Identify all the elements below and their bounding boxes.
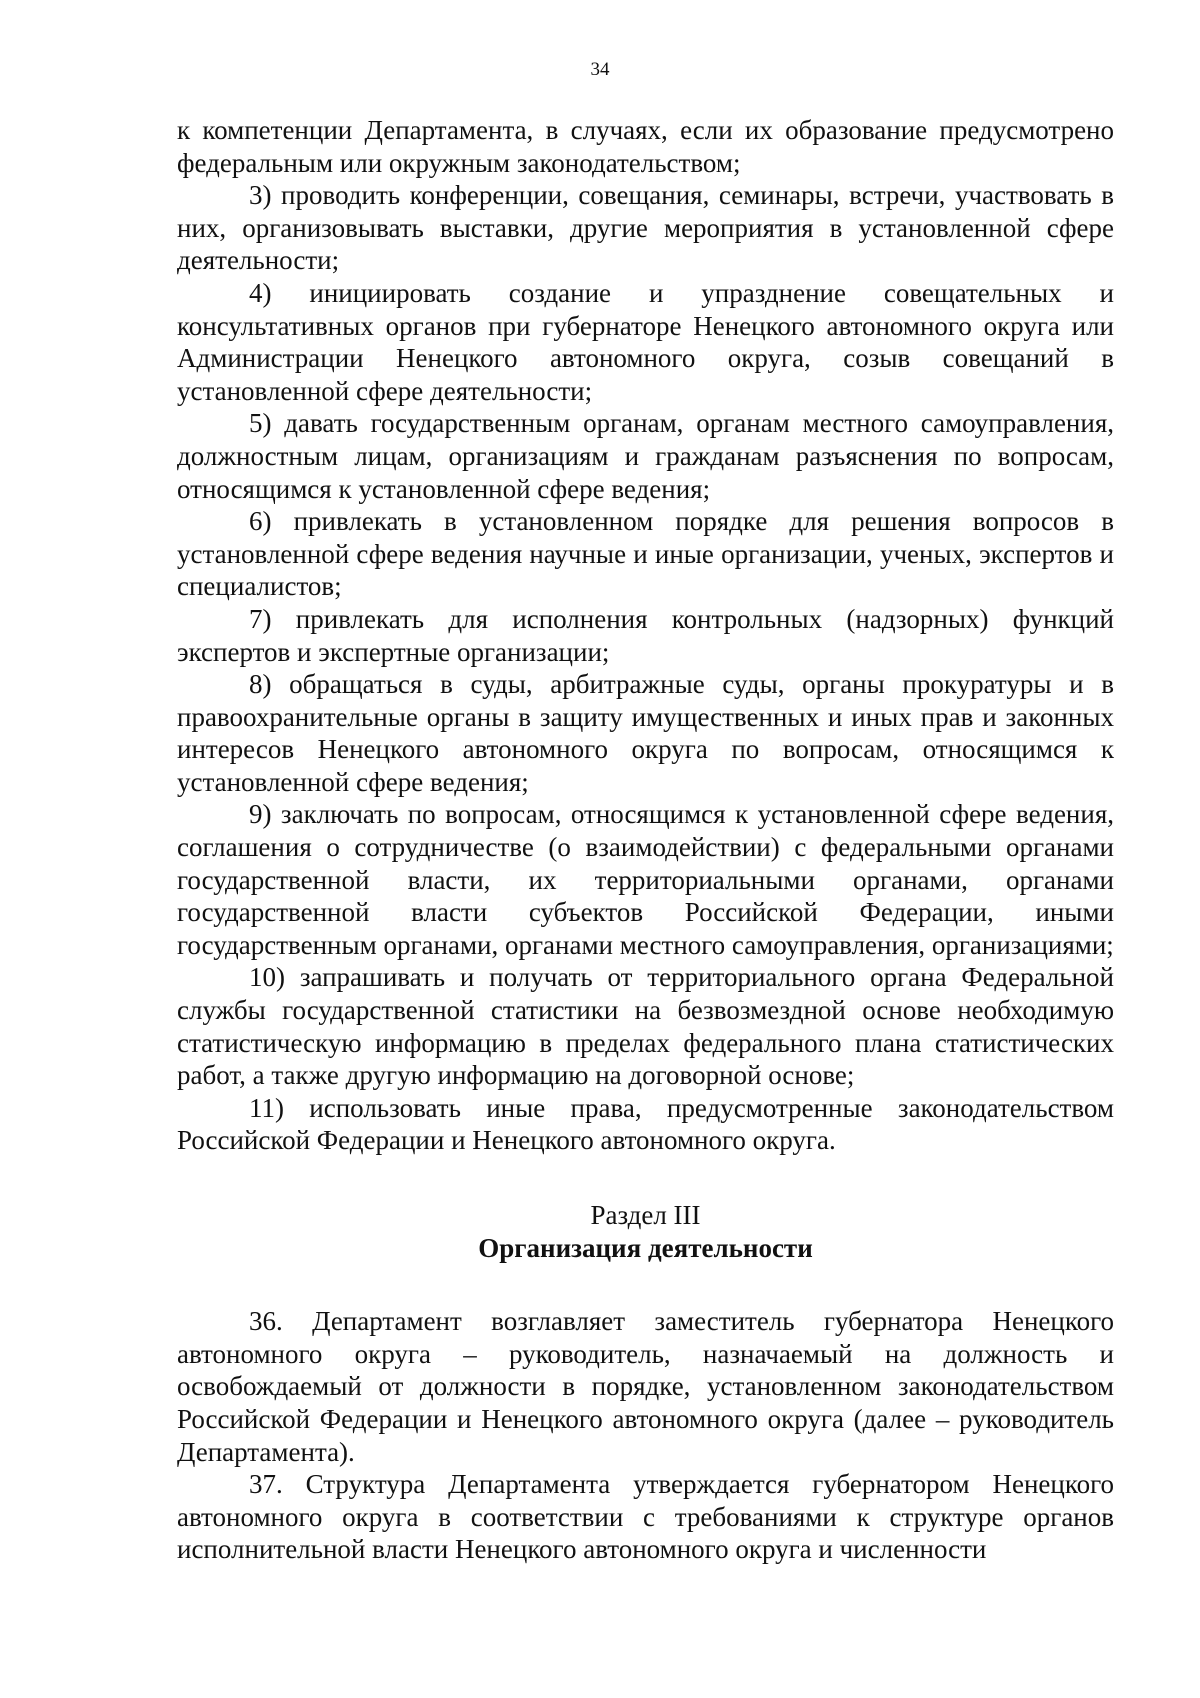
paragraph-item-6: 6) привлекать в установленном порядке для решения вопросов в установленной сфере ведения научные и иные организации, ученых, экспертов и специалистов; [177,506,1114,602]
paragraph-clause-37: 37. Структура Департамента утверждается губернатором Ненецкого автономного округа в соответствии с требованиями к структуре органов исполнительной власти Ненецкого автономного округа и численности [177,1469,1114,1565]
paragraph-item-9: 9) заключать по вопросам, относящимся к установленной сфере ведения, соглашения о сотрудничестве (о взаимодействии) с федеральными органами государственной власти, их территориальными органами, органами государственной власти субъектов Российской Федерации, иными государственным органами, органами местного самоуправления, организациями; [177,799,1114,960]
paragraph-item-7: 7) привлекать для исполнения контрольных (надзорных) функций экспертов и экспертные организации; [177,603,1114,667]
document-body [177,114,1114,1566]
page-number: 34 [590,59,610,80]
paragraph-item-10: 10) запрашивать и получать от территориального органа Федеральной службы государственной статистики на безвозмездной основе необходимую статистическую информацию в пределах федерального плана статистических работ, а также другую информацию на договорной основе; [177,962,1114,1091]
paragraph-clause-36: 36. Департамент возглавляет заместитель губернатора Ненецкого автономного округа – руководитель, назначаемый на должность и освобождаемый от должности в порядке, установленном законодательством Российской Федерации и Ненецкого автономного округа (далее – руководитель Департамента). [177,1306,1114,1467]
paragraph-item-4: 4) инициировать создание и упразднение совещательных и консультативных органов при губернаторе Ненецкого автономного округа или Администрации Ненецкого автономного округа, созыв совещаний в установленной сфере деятельности; [177,277,1114,406]
paragraph-item-3: 3) проводить конференции, совещания, семинары, встречи, участвовать в них, организовывать выставки, другие мероприятия в установленной сфере деятельности; [177,180,1114,276]
paragraph-item-5: 5) давать государственным органам, органам местного самоуправления, должностным лицам, организациям и гражданам разъяснения по вопросам, относящимся к установленной сфере ведения; [177,408,1114,504]
section-label: Раздел III [590,1200,701,1230]
section-title: Организация деятельности [478,1232,813,1263]
paragraph-item-11: 11) использовать иные права, предусмотренные законодательством Российской Федерации и Ненецкого автономного округа. [177,1092,1114,1156]
paragraph-item-8: 8) обращаться в суды, арбитражные суды, органы прокуратуры и в правоохранительные органы в защиту имущественных и иных прав и законных интересов Ненецкого автономного округа по вопросам, относящимся к установленной сфере ведения; [177,669,1114,797]
paragraph-continuation: к компетенции Департамента, в случаях, если их образование предусмотрено федеральным или окружным законодательством; [177,115,1114,178]
